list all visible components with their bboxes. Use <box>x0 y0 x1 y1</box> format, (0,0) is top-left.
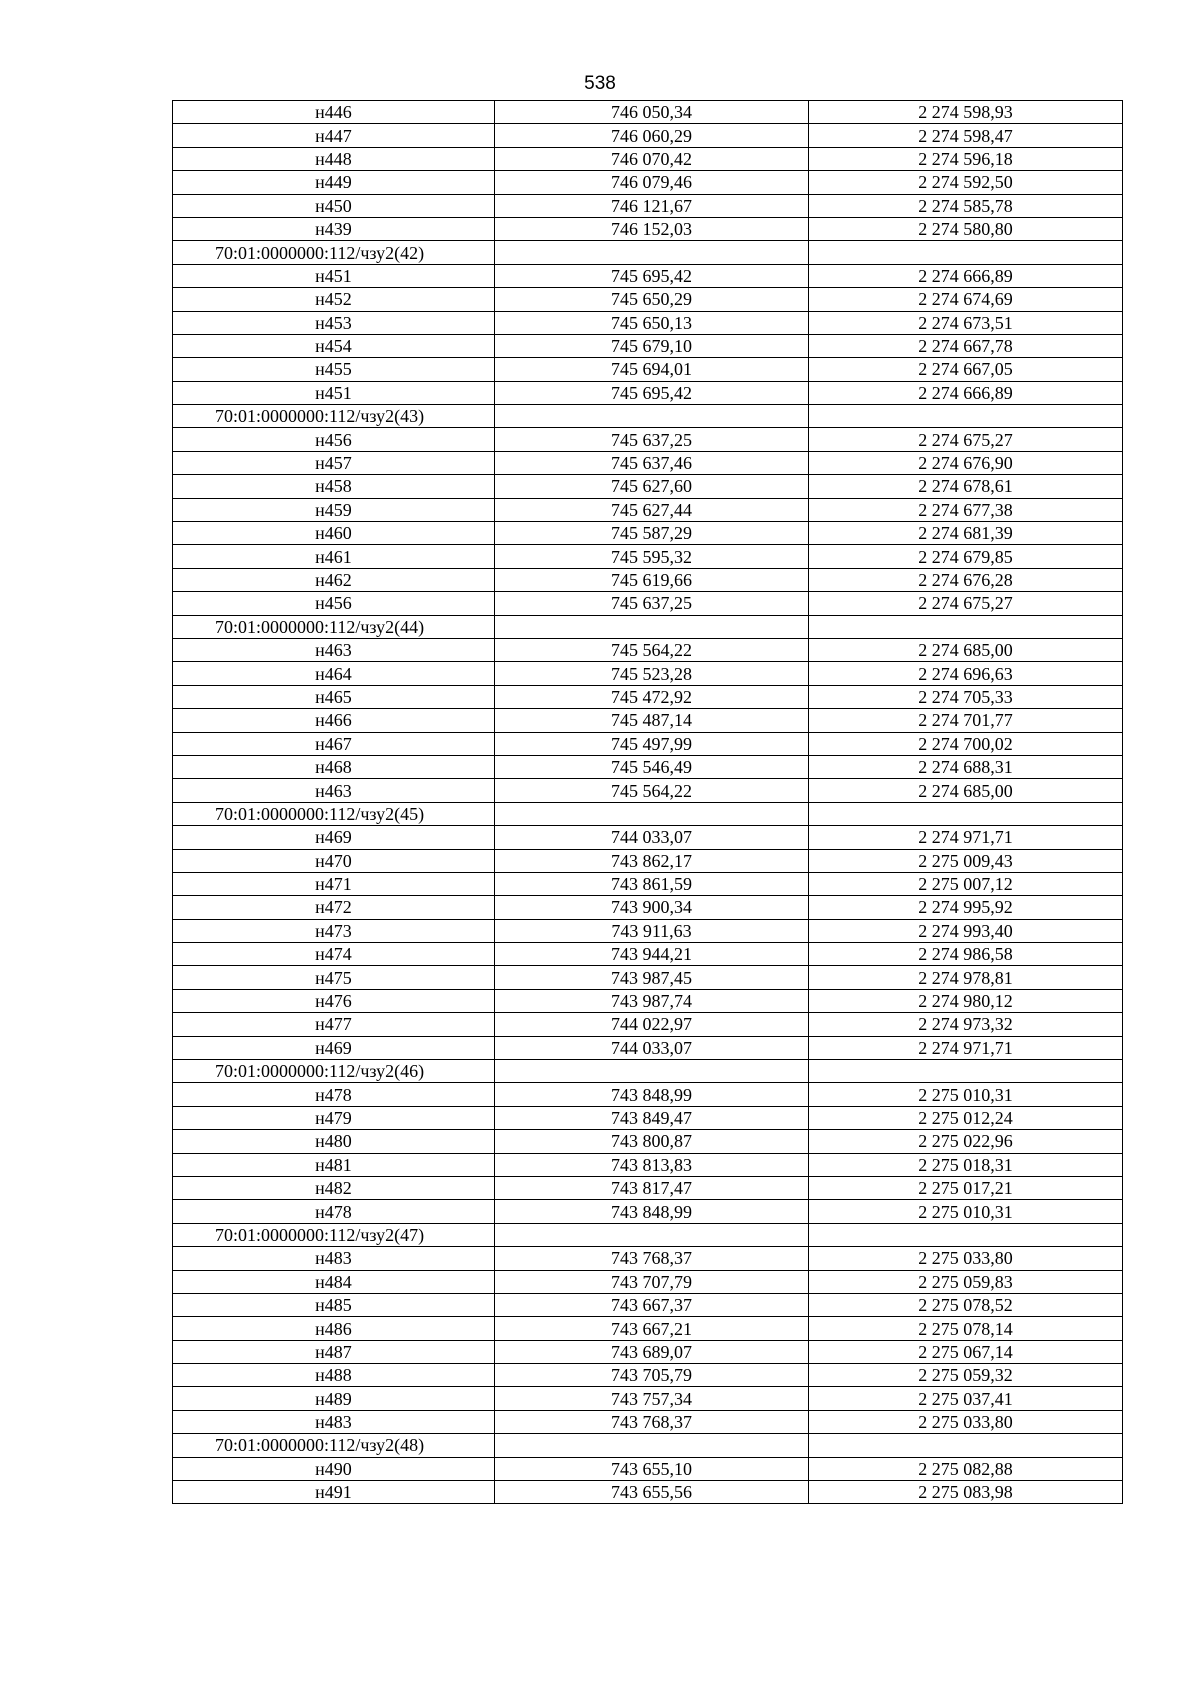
table-row <box>173 1247 1123 1270</box>
parcel-id-cell: 70:01:0000000:112/чзу2(45) <box>173 802 495 825</box>
table-row <box>173 124 1123 147</box>
table-row <box>173 1176 1123 1199</box>
page-number: 538 <box>584 73 616 94</box>
x-coordinate-cell: 743 861,59 <box>495 872 809 895</box>
table-row <box>173 147 1123 170</box>
y-coordinate-cell: 2 275 078,14 <box>809 1317 1123 1340</box>
y-coordinate-cell: 2 275 010,31 <box>809 1083 1123 1106</box>
point-id-cell: н455 <box>173 358 495 381</box>
empty-cell <box>809 1434 1123 1457</box>
x-coordinate-cell: 745 679,10 <box>495 334 809 357</box>
empty-cell <box>809 241 1123 264</box>
y-coordinate-cell: 2 274 585,78 <box>809 194 1123 217</box>
y-coordinate-cell: 2 274 675,27 <box>809 428 1123 451</box>
table-row <box>173 1457 1123 1480</box>
table-row <box>173 638 1123 661</box>
y-coordinate-cell: 2 274 678,61 <box>809 475 1123 498</box>
x-coordinate-cell: 746 121,67 <box>495 194 809 217</box>
y-coordinate-cell: 2 274 688,31 <box>809 755 1123 778</box>
table-row <box>173 919 1123 942</box>
y-coordinate-cell: 2 274 993,40 <box>809 919 1123 942</box>
x-coordinate-cell: 745 619,66 <box>495 568 809 591</box>
point-id-cell: н478 <box>173 1200 495 1223</box>
y-coordinate-cell: 2 275 059,32 <box>809 1364 1123 1387</box>
point-id-cell: н472 <box>173 896 495 919</box>
point-id-cell: н483 <box>173 1410 495 1433</box>
table-row <box>173 1200 1123 1223</box>
x-coordinate-cell: 743 848,99 <box>495 1200 809 1223</box>
empty-cell <box>495 241 809 264</box>
x-coordinate-cell: 743 800,87 <box>495 1130 809 1153</box>
point-id-cell: н451 <box>173 264 495 287</box>
table-row <box>173 217 1123 240</box>
x-coordinate-cell: 743 813,83 <box>495 1153 809 1176</box>
point-id-cell: н490 <box>173 1457 495 1480</box>
table-row <box>173 826 1123 849</box>
parcel-group-row <box>173 802 1123 825</box>
table-row <box>173 896 1123 919</box>
point-id-cell: н482 <box>173 1176 495 1199</box>
table-row <box>173 1293 1123 1316</box>
x-coordinate-cell: 744 033,07 <box>495 826 809 849</box>
table-row <box>173 264 1123 287</box>
parcel-id-cell: 70:01:0000000:112/чзу2(46) <box>173 1060 495 1083</box>
y-coordinate-cell: 2 274 696,63 <box>809 662 1123 685</box>
point-id-cell: н480 <box>173 1130 495 1153</box>
point-id-cell: н466 <box>173 709 495 732</box>
x-coordinate-cell: 743 655,56 <box>495 1481 809 1504</box>
point-id-cell: н491 <box>173 1481 495 1504</box>
y-coordinate-cell: 2 274 667,05 <box>809 358 1123 381</box>
table-row <box>173 1481 1123 1504</box>
table-row <box>173 943 1123 966</box>
parcel-group-row <box>173 1434 1123 1457</box>
point-id-cell: н451 <box>173 381 495 404</box>
table-row <box>173 568 1123 591</box>
point-id-cell: н462 <box>173 568 495 591</box>
table-row <box>173 1130 1123 1153</box>
point-id-cell: н449 <box>173 171 495 194</box>
parcel-id-cell: 70:01:0000000:112/чзу2(42) <box>173 241 495 264</box>
y-coordinate-cell: 2 275 037,41 <box>809 1387 1123 1410</box>
table-row <box>173 1036 1123 1059</box>
point-id-cell: н481 <box>173 1153 495 1176</box>
point-id-cell: н483 <box>173 1247 495 1270</box>
table-row <box>173 849 1123 872</box>
x-coordinate-cell: 743 768,37 <box>495 1410 809 1433</box>
table-row <box>173 1013 1123 1036</box>
point-id-cell: н463 <box>173 779 495 802</box>
y-coordinate-cell: 2 274 971,71 <box>809 1036 1123 1059</box>
point-id-cell: н470 <box>173 849 495 872</box>
parcel-id-cell: 70:01:0000000:112/чзу2(44) <box>173 615 495 638</box>
y-coordinate-cell: 2 275 017,21 <box>809 1176 1123 1199</box>
x-coordinate-cell: 743 689,07 <box>495 1340 809 1363</box>
point-id-cell: н479 <box>173 1106 495 1129</box>
y-coordinate-cell: 2 274 679,85 <box>809 545 1123 568</box>
x-coordinate-cell: 745 587,29 <box>495 522 809 545</box>
y-coordinate-cell: 2 274 681,39 <box>809 522 1123 545</box>
x-coordinate-cell: 745 487,14 <box>495 709 809 732</box>
table-row <box>173 1270 1123 1293</box>
y-coordinate-cell: 2 275 018,31 <box>809 1153 1123 1176</box>
table-row <box>173 1410 1123 1433</box>
empty-cell <box>809 1060 1123 1083</box>
y-coordinate-cell: 2 274 598,47 <box>809 124 1123 147</box>
y-coordinate-cell: 2 274 580,80 <box>809 217 1123 240</box>
x-coordinate-cell: 743 817,47 <box>495 1176 809 1199</box>
table-row <box>173 1364 1123 1387</box>
y-coordinate-cell: 2 274 666,89 <box>809 264 1123 287</box>
point-id-cell: н464 <box>173 662 495 685</box>
point-id-cell: н484 <box>173 1270 495 1293</box>
y-coordinate-cell: 2 274 700,02 <box>809 732 1123 755</box>
point-id-cell: н486 <box>173 1317 495 1340</box>
point-id-cell: н467 <box>173 732 495 755</box>
x-coordinate-cell: 745 564,22 <box>495 779 809 802</box>
point-id-cell: н469 <box>173 826 495 849</box>
y-coordinate-cell: 2 275 022,96 <box>809 1130 1123 1153</box>
x-coordinate-cell: 744 022,97 <box>495 1013 809 1036</box>
empty-cell <box>809 615 1123 638</box>
y-coordinate-cell: 2 274 986,58 <box>809 943 1123 966</box>
x-coordinate-cell: 746 060,29 <box>495 124 809 147</box>
x-coordinate-cell: 743 900,34 <box>495 896 809 919</box>
point-id-cell: н450 <box>173 194 495 217</box>
point-id-cell: н473 <box>173 919 495 942</box>
point-id-cell: н447 <box>173 124 495 147</box>
table-row <box>173 311 1123 334</box>
x-coordinate-cell: 745 695,42 <box>495 264 809 287</box>
point-id-cell: н463 <box>173 638 495 661</box>
empty-cell <box>495 802 809 825</box>
point-id-cell: н468 <box>173 755 495 778</box>
point-id-cell: н457 <box>173 451 495 474</box>
empty-cell <box>495 1223 809 1246</box>
point-id-cell: н478 <box>173 1083 495 1106</box>
y-coordinate-cell: 2 274 677,38 <box>809 498 1123 521</box>
parcel-group-row <box>173 1223 1123 1246</box>
x-coordinate-cell: 743 862,17 <box>495 849 809 872</box>
y-coordinate-cell: 2 274 973,32 <box>809 1013 1123 1036</box>
x-coordinate-cell: 745 637,25 <box>495 428 809 451</box>
parcel-id-cell: 70:01:0000000:112/чзу2(43) <box>173 405 495 428</box>
coordinates-table-body <box>173 101 1123 1504</box>
x-coordinate-cell: 743 849,47 <box>495 1106 809 1129</box>
y-coordinate-cell: 2 274 978,81 <box>809 966 1123 989</box>
point-id-cell: н453 <box>173 311 495 334</box>
table-row <box>173 475 1123 498</box>
table-row <box>173 358 1123 381</box>
x-coordinate-cell: 746 070,42 <box>495 147 809 170</box>
point-id-cell: н452 <box>173 288 495 311</box>
table-row <box>173 872 1123 895</box>
table-row <box>173 592 1123 615</box>
x-coordinate-cell: 743 911,63 <box>495 919 809 942</box>
table-row <box>173 1387 1123 1410</box>
point-id-cell: н476 <box>173 989 495 1012</box>
point-id-cell: н474 <box>173 943 495 966</box>
table-row <box>173 1153 1123 1176</box>
y-coordinate-cell: 2 275 033,80 <box>809 1247 1123 1270</box>
x-coordinate-cell: 743 655,10 <box>495 1457 809 1480</box>
y-coordinate-cell: 2 274 675,27 <box>809 592 1123 615</box>
x-coordinate-cell: 744 033,07 <box>495 1036 809 1059</box>
y-coordinate-cell: 2 274 685,00 <box>809 638 1123 661</box>
point-id-cell: н459 <box>173 498 495 521</box>
y-coordinate-cell: 2 275 009,43 <box>809 849 1123 872</box>
y-coordinate-cell: 2 275 010,31 <box>809 1200 1123 1223</box>
table-row <box>173 334 1123 357</box>
point-id-cell: н477 <box>173 1013 495 1036</box>
table-row <box>173 1106 1123 1129</box>
x-coordinate-cell: 743 944,21 <box>495 943 809 966</box>
y-coordinate-cell: 2 274 995,92 <box>809 896 1123 919</box>
y-coordinate-cell: 2 275 083,98 <box>809 1481 1123 1504</box>
table-row <box>173 755 1123 778</box>
x-coordinate-cell: 745 546,49 <box>495 755 809 778</box>
y-coordinate-cell: 2 275 078,52 <box>809 1293 1123 1316</box>
point-id-cell: н456 <box>173 428 495 451</box>
x-coordinate-cell: 745 627,44 <box>495 498 809 521</box>
table-row <box>173 522 1123 545</box>
y-coordinate-cell: 2 274 705,33 <box>809 685 1123 708</box>
y-coordinate-cell: 2 274 701,77 <box>809 709 1123 732</box>
empty-cell <box>495 1060 809 1083</box>
y-coordinate-cell: 2 275 059,83 <box>809 1270 1123 1293</box>
point-id-cell: н460 <box>173 522 495 545</box>
empty-cell <box>809 802 1123 825</box>
x-coordinate-cell: 743 987,45 <box>495 966 809 989</box>
x-coordinate-cell: 745 472,92 <box>495 685 809 708</box>
x-coordinate-cell: 745 637,25 <box>495 592 809 615</box>
point-id-cell: н485 <box>173 1293 495 1316</box>
x-coordinate-cell: 743 987,74 <box>495 989 809 1012</box>
table-row <box>173 428 1123 451</box>
point-id-cell: н446 <box>173 101 495 124</box>
point-id-cell: н448 <box>173 147 495 170</box>
table-row <box>173 101 1123 124</box>
table-row <box>173 171 1123 194</box>
table-row <box>173 451 1123 474</box>
parcel-group-row <box>173 1060 1123 1083</box>
empty-cell <box>495 1434 809 1457</box>
empty-cell <box>495 615 809 638</box>
point-id-cell: н439 <box>173 217 495 240</box>
x-coordinate-cell: 745 564,22 <box>495 638 809 661</box>
x-coordinate-cell: 745 497,99 <box>495 732 809 755</box>
x-coordinate-cell: 745 650,29 <box>495 288 809 311</box>
table-row <box>173 194 1123 217</box>
point-id-cell: н456 <box>173 592 495 615</box>
y-coordinate-cell: 2 275 033,80 <box>809 1410 1123 1433</box>
y-coordinate-cell: 2 274 673,51 <box>809 311 1123 334</box>
y-coordinate-cell: 2 274 980,12 <box>809 989 1123 1012</box>
table-row <box>173 732 1123 755</box>
point-id-cell: н461 <box>173 545 495 568</box>
x-coordinate-cell: 743 667,37 <box>495 1293 809 1316</box>
table-row <box>173 989 1123 1012</box>
y-coordinate-cell: 2 274 971,71 <box>809 826 1123 849</box>
y-coordinate-cell: 2 274 666,89 <box>809 381 1123 404</box>
x-coordinate-cell: 743 705,79 <box>495 1364 809 1387</box>
y-coordinate-cell: 2 275 012,24 <box>809 1106 1123 1129</box>
table-row <box>173 381 1123 404</box>
point-id-cell: н471 <box>173 872 495 895</box>
table-row <box>173 1317 1123 1340</box>
empty-cell <box>809 405 1123 428</box>
table-row <box>173 709 1123 732</box>
table-row <box>173 779 1123 802</box>
x-coordinate-cell: 746 079,46 <box>495 171 809 194</box>
x-coordinate-cell: 743 848,99 <box>495 1083 809 1106</box>
point-id-cell: н489 <box>173 1387 495 1410</box>
x-coordinate-cell: 745 694,01 <box>495 358 809 381</box>
table-row <box>173 498 1123 521</box>
table-row <box>173 1340 1123 1363</box>
x-coordinate-cell: 743 757,34 <box>495 1387 809 1410</box>
x-coordinate-cell: 746 050,34 <box>495 101 809 124</box>
table-row <box>173 662 1123 685</box>
x-coordinate-cell: 745 650,13 <box>495 311 809 334</box>
parcel-id-cell: 70:01:0000000:112/чзу2(48) <box>173 1434 495 1457</box>
y-coordinate-cell: 2 274 596,18 <box>809 147 1123 170</box>
empty-cell <box>809 1223 1123 1246</box>
point-id-cell: н454 <box>173 334 495 357</box>
x-coordinate-cell: 745 595,32 <box>495 545 809 568</box>
coordinates-table <box>172 100 1123 1504</box>
point-id-cell: н487 <box>173 1340 495 1363</box>
x-coordinate-cell: 743 768,37 <box>495 1247 809 1270</box>
x-coordinate-cell: 743 707,79 <box>495 1270 809 1293</box>
parcel-id-cell: 70:01:0000000:112/чзу2(47) <box>173 1223 495 1246</box>
table-row <box>173 1083 1123 1106</box>
y-coordinate-cell: 2 275 082,88 <box>809 1457 1123 1480</box>
table-row <box>173 966 1123 989</box>
y-coordinate-cell: 2 274 667,78 <box>809 334 1123 357</box>
parcel-group-row <box>173 615 1123 638</box>
y-coordinate-cell: 2 274 676,90 <box>809 451 1123 474</box>
y-coordinate-cell: 2 274 598,93 <box>809 101 1123 124</box>
x-coordinate-cell: 746 152,03 <box>495 217 809 240</box>
y-coordinate-cell: 2 275 007,12 <box>809 872 1123 895</box>
table-row <box>173 288 1123 311</box>
x-coordinate-cell: 743 667,21 <box>495 1317 809 1340</box>
y-coordinate-cell: 2 274 674,69 <box>809 288 1123 311</box>
y-coordinate-cell: 2 275 067,14 <box>809 1340 1123 1363</box>
point-id-cell: н465 <box>173 685 495 708</box>
point-id-cell: н488 <box>173 1364 495 1387</box>
x-coordinate-cell: 745 523,28 <box>495 662 809 685</box>
empty-cell <box>495 405 809 428</box>
table-row <box>173 545 1123 568</box>
x-coordinate-cell: 745 637,46 <box>495 451 809 474</box>
parcel-group-row <box>173 405 1123 428</box>
y-coordinate-cell: 2 274 592,50 <box>809 171 1123 194</box>
y-coordinate-cell: 2 274 685,00 <box>809 779 1123 802</box>
point-id-cell: н458 <box>173 475 495 498</box>
y-coordinate-cell: 2 274 676,28 <box>809 568 1123 591</box>
x-coordinate-cell: 745 695,42 <box>495 381 809 404</box>
table-row <box>173 685 1123 708</box>
point-id-cell: н475 <box>173 966 495 989</box>
x-coordinate-cell: 745 627,60 <box>495 475 809 498</box>
parcel-group-row <box>173 241 1123 264</box>
point-id-cell: н469 <box>173 1036 495 1059</box>
